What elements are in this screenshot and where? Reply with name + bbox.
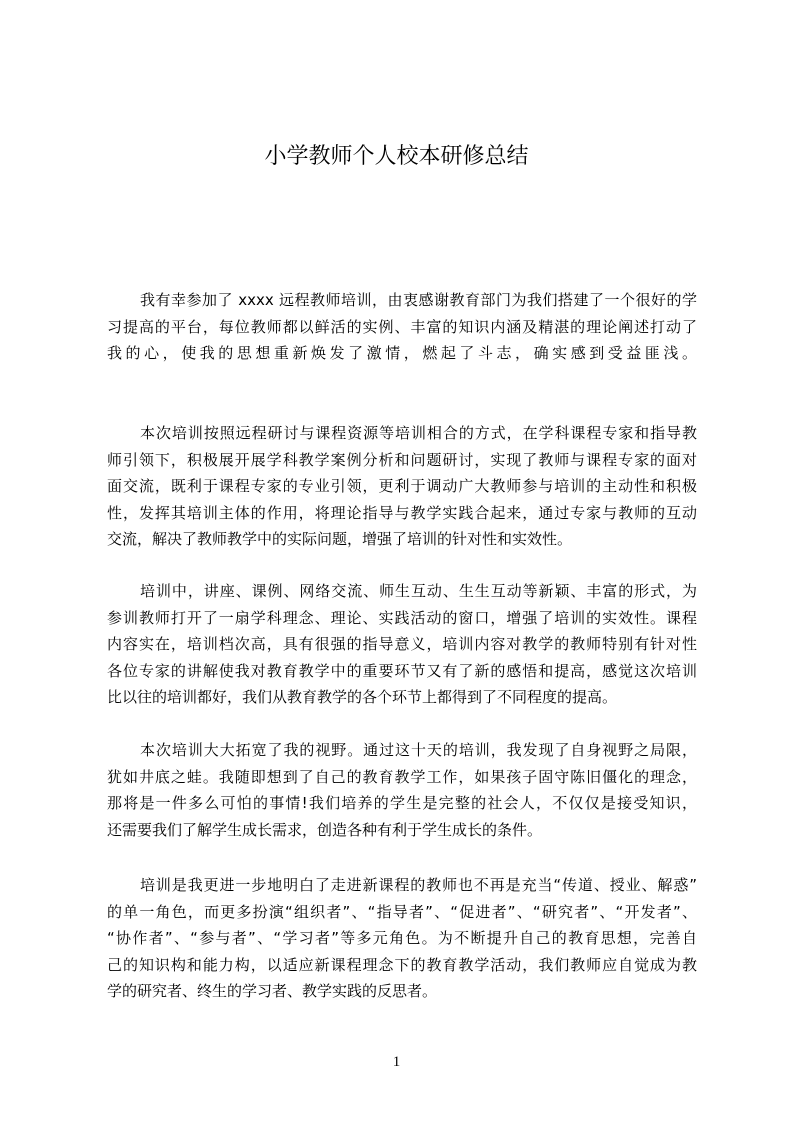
text-line: 性，发挥其培训主体的作用，将理论指导与教学实践合起来，通过专家与教师的互动 bbox=[107, 503, 697, 522]
text-line: 的单一角色，而更多扮演“组织者”、“指导者”、“促进者”、“研究者”、“开发者”、 bbox=[107, 902, 697, 921]
text-line: 培训中，讲座、课例、网络交流、师生互动、生生互动等新颖、丰富的形式，为 bbox=[140, 582, 697, 600]
text-line: 各位专家的讲解使我对教育教学中的重要环节又有了新的感悟和提高，感觉这次培训 bbox=[107, 661, 697, 680]
text-line: “协作者”、“参与者”、“学习者”等多元角色。为不断提升自己的教育思想，完善自 bbox=[107, 929, 697, 947]
text-line: 那将是一件多么可怕的事情!我们培养的学生是完整的社会人，不仅仅是接受知识， bbox=[107, 794, 697, 812]
text-line: 比以往的培训都好，我们从教育教学的各个环节上都得到了不同程度的提高。 bbox=[107, 688, 618, 706]
page-number: 1 bbox=[392, 1054, 401, 1070]
paragraph-3 bbox=[107, 578, 697, 711]
paragraph-2 bbox=[107, 420, 697, 553]
text-line: 我的心，使我的思想重新焕发了激情，燃起了斗志，确实感到受益匪浅。 bbox=[107, 344, 697, 362]
text-line: 面交流，既利于课程专家的专业引领，更利于调动广大教师参与培训的主动性和积极 bbox=[107, 477, 697, 495]
paragraph-4 bbox=[107, 737, 697, 843]
text-line: 学的研究者、终生的学习者、教学实践的反思者。 bbox=[107, 982, 438, 1000]
text-line: 己的知识构和能力构，以适应新课程理念下的教育教学活动，我们教师应自觉成为教 bbox=[107, 955, 697, 974]
text-line: 交流，解决了教师教学中的实际问题，增强了培训的针对性和实效性。 bbox=[107, 530, 573, 548]
paragraph-1 bbox=[107, 287, 697, 367]
text-line: 我有幸参加了 xxxx 远程教师培训，由衷感谢教育部门为我们搭建了一个很好的学 bbox=[140, 291, 697, 309]
text-line: 内容实在，培训档次高，具有很强的指导意义，培训内容对教学的教师特别有针对性 bbox=[107, 635, 697, 653]
text-line: 习提高的平台，每位教师都以鲜活的实例、丰富的知识内涵及精湛的理论阐述打动了 bbox=[107, 317, 697, 336]
document-title: 小学教师个人校本研修总结 bbox=[264, 144, 529, 169]
text-line: 培训是我更进一步地明白了走进新课程的教师也不再是充当“传道、授业、解惑” bbox=[140, 876, 697, 894]
text-line: 犹如井底之蛙。我随即想到了自己的教育教学工作，如果孩子固守陈旧僵化的理念， bbox=[107, 767, 697, 786]
text-line: 本次培训按照远程研讨与课程资源等培训相合的方式，在学科课程专家和指导教 bbox=[140, 424, 697, 442]
text-line: 参训教师打开了一扇学科理念、理论、实践活动的窗口，增强了培训的实效性。课程 bbox=[107, 608, 697, 627]
text-line: 师引领下，积极展开展学科教学案例分析和问题研讨，实现了教师与课程专家的面对 bbox=[107, 450, 697, 469]
text-line: 还需要我们了解学生成长需求，创造各种有利于学生成长的条件。 bbox=[107, 820, 543, 839]
paragraph-5 bbox=[107, 872, 697, 1005]
text-line: 本次培训大大拓宽了我的视野。通过这十天的培训，我发现了自身视野之局限， bbox=[140, 741, 697, 759]
